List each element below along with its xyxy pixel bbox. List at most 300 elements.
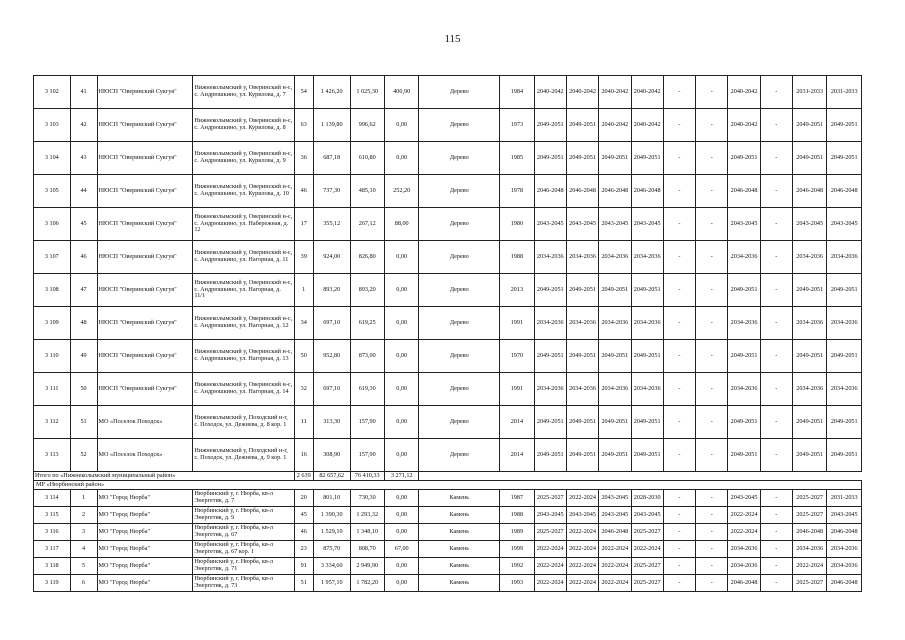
period-2: 2049-2051 bbox=[566, 109, 598, 142]
nonliving-area: 0,00 bbox=[384, 490, 418, 507]
row-number: 3 103 bbox=[34, 109, 71, 142]
nonliving-area: 400,90 bbox=[384, 76, 418, 109]
wall-material: Дерево bbox=[419, 142, 500, 175]
nonliving-area: 88,00 bbox=[384, 208, 418, 241]
dash-2: - bbox=[696, 109, 728, 142]
wall-material: Дерево bbox=[419, 109, 500, 142]
period-5: 2046-2048 bbox=[728, 175, 760, 208]
period-6: 2025-2027 bbox=[792, 507, 826, 524]
dash-1: - bbox=[663, 541, 695, 558]
address: Нижнеколымский у, Оверинский н-с, с. Андрюшкино, ул. Курилова, д. 7 bbox=[193, 76, 294, 109]
dash-3: - bbox=[760, 373, 792, 406]
row-index: 3 bbox=[70, 524, 97, 541]
period-2: 2046-2048 bbox=[566, 175, 598, 208]
dash-3: - bbox=[760, 507, 792, 524]
period-6: 2043-2045 bbox=[792, 208, 826, 241]
period-3: 2034-2036 bbox=[599, 307, 631, 340]
period-7: 2034-2036 bbox=[827, 307, 862, 340]
dash-3: - bbox=[760, 340, 792, 373]
period-3: 2049-2051 bbox=[599, 439, 631, 472]
dash-2: - bbox=[696, 274, 728, 307]
period-5: 2043-2045 bbox=[728, 208, 760, 241]
address: Нюрбинский у, г. Нюрба, кв-л Энергетик, д. 7 bbox=[193, 490, 294, 507]
row-index: 5 bbox=[70, 558, 97, 575]
period-6: 2049-2051 bbox=[792, 109, 826, 142]
period-1: 2025-2027 bbox=[534, 490, 566, 507]
row-index: 52 bbox=[70, 439, 97, 472]
period-4: 2028-2030 bbox=[631, 490, 663, 507]
build-year: 1999 bbox=[500, 541, 534, 558]
table-row bbox=[34, 558, 862, 575]
period-4: 2034-2036 bbox=[631, 307, 663, 340]
period-2: 2049-2051 bbox=[566, 142, 598, 175]
row-number: 3 109 bbox=[34, 307, 71, 340]
dash-2: - bbox=[696, 373, 728, 406]
living-area: 1 782,20 bbox=[350, 575, 384, 592]
wall-material: Дерево bbox=[419, 340, 500, 373]
period-1: 2049-2051 bbox=[534, 142, 566, 175]
period-7: 2049-2051 bbox=[827, 406, 862, 439]
period-7: 2049-2051 bbox=[827, 109, 862, 142]
period-5: 2046-2048 bbox=[728, 575, 760, 592]
living-area: 2 949,90 bbox=[350, 558, 384, 575]
period-1: 2049-2051 bbox=[534, 109, 566, 142]
dash-2: - bbox=[696, 541, 728, 558]
page-number: 115 bbox=[444, 33, 461, 45]
nonliving-area: 0,00 bbox=[384, 307, 418, 340]
period-6: 2049-2051 bbox=[792, 406, 826, 439]
total-area: 313,30 bbox=[313, 406, 350, 439]
address: Нижнеколымский у, Походский н-г, с. Походск, ул. Дежнева, д. 9 кор. 1 bbox=[193, 439, 294, 472]
build-year: 1989 bbox=[500, 524, 534, 541]
nonliving-area: 0,00 bbox=[384, 439, 418, 472]
period-5: 2034-2036 bbox=[728, 541, 760, 558]
period-4: 2034-2036 bbox=[631, 373, 663, 406]
period-5: 2049-2051 bbox=[728, 142, 760, 175]
nonliving-area: 0,00 bbox=[384, 507, 418, 524]
dash-2: - bbox=[696, 241, 728, 274]
living-area: 485,10 bbox=[350, 175, 384, 208]
address: Нижнеколымский у, Оверинский н-с, с. Андрюшкино, ул. Курилова, д. 8 bbox=[193, 109, 294, 142]
dash-1: - bbox=[663, 340, 695, 373]
table-row bbox=[34, 241, 862, 274]
period-5: 2034-2036 bbox=[728, 241, 760, 274]
apartments: 50 bbox=[294, 340, 313, 373]
organization: МО "Город Нюрба" bbox=[97, 507, 193, 524]
total-blank bbox=[419, 472, 862, 481]
period-7: 2049-2051 bbox=[827, 142, 862, 175]
dash-2: - bbox=[696, 406, 728, 439]
period-1: 2049-2051 bbox=[534, 406, 566, 439]
organization: НЮСП "Оверинский Сукгуя" bbox=[97, 274, 193, 307]
table-row bbox=[34, 208, 862, 241]
row-number: 3 114 bbox=[34, 490, 71, 507]
row-number: 3 102 bbox=[34, 76, 71, 109]
period-3: 2049-2051 bbox=[599, 142, 631, 175]
total-area: 1 957,10 bbox=[313, 575, 350, 592]
row-index: 44 bbox=[70, 175, 97, 208]
total-area: 1 139,80 bbox=[313, 109, 350, 142]
dash-1: - bbox=[663, 307, 695, 340]
period-4: 2034-2036 bbox=[631, 241, 663, 274]
living-area: 826,80 bbox=[350, 241, 384, 274]
dash-3: - bbox=[760, 558, 792, 575]
period-2: 2049-2051 bbox=[566, 406, 598, 439]
row-number: 3 111 bbox=[34, 373, 71, 406]
dash-1: - bbox=[663, 241, 695, 274]
period-5: 2034-2036 bbox=[728, 307, 760, 340]
organization: МО «Поселок Походск» bbox=[97, 406, 193, 439]
nonliving-area: 0,00 bbox=[384, 558, 418, 575]
dash-1: - bbox=[663, 142, 695, 175]
dash-1: - bbox=[663, 558, 695, 575]
build-year: 1993 bbox=[500, 575, 534, 592]
period-1: 2034-2036 bbox=[534, 373, 566, 406]
wall-material: Дерево bbox=[419, 439, 500, 472]
period-6: 2049-2051 bbox=[792, 340, 826, 373]
wall-material: Дерево bbox=[419, 274, 500, 307]
apartments: 46 bbox=[294, 524, 313, 541]
wall-material: Дерево bbox=[419, 208, 500, 241]
dash-2: - bbox=[696, 208, 728, 241]
period-3: 2022-2024 bbox=[599, 558, 631, 575]
total-area: 697,10 bbox=[313, 307, 350, 340]
period-7: 2046-2048 bbox=[827, 524, 862, 541]
period-2: 2034-2036 bbox=[566, 241, 598, 274]
living-area: 996,62 bbox=[350, 109, 384, 142]
table-row bbox=[34, 507, 862, 524]
period-3: 2049-2051 bbox=[599, 406, 631, 439]
address: Нижнеколымский у, Походский н-г, с. Походск, ул. Дежнева, д. 8 кор. 1 bbox=[193, 406, 294, 439]
address: Нижнеколымский у, Оверинский н-с, с. Андрюшкино, ул. Курилова, д. 9 bbox=[193, 142, 294, 175]
period-5: 2049-2051 bbox=[728, 274, 760, 307]
build-year: 1970 bbox=[500, 340, 534, 373]
living-area: 610,80 bbox=[350, 142, 384, 175]
row-index: 2 bbox=[70, 507, 97, 524]
period-3: 2034-2036 bbox=[599, 373, 631, 406]
dash-1: - bbox=[663, 406, 695, 439]
nonliving-area: 67,00 bbox=[384, 541, 418, 558]
address: Нюрбинский у, г. Нюрба, кв-л Энергетик, д. 71 bbox=[193, 558, 294, 575]
apartments: 20 bbox=[294, 490, 313, 507]
period-7: 2043-2045 bbox=[827, 208, 862, 241]
apartments: 34 bbox=[294, 307, 313, 340]
organization: НЮСП "Оверинский Сукгуя" bbox=[97, 373, 193, 406]
table-row bbox=[34, 373, 862, 406]
period-7: 2034-2036 bbox=[827, 373, 862, 406]
row-index: 46 bbox=[70, 241, 97, 274]
period-5: 2049-2051 bbox=[728, 340, 760, 373]
total-area: 875,70 bbox=[313, 541, 350, 558]
wall-material: Дерево bbox=[419, 373, 500, 406]
period-2: 2034-2036 bbox=[566, 373, 598, 406]
table-row bbox=[34, 76, 862, 109]
apartments: 16 bbox=[294, 439, 313, 472]
organization: МО "Город Нюрба" bbox=[97, 524, 193, 541]
period-1: 2034-2036 bbox=[534, 307, 566, 340]
apartments: 17 bbox=[294, 208, 313, 241]
table-row bbox=[34, 274, 862, 307]
period-3: 2040-2042 bbox=[599, 76, 631, 109]
period-4: 2043-2045 bbox=[631, 208, 663, 241]
total-label: Итого по «Нижнеколымский муниципальный район» bbox=[34, 472, 295, 481]
dash-1: - bbox=[663, 490, 695, 507]
nonliving-area: 0,00 bbox=[384, 406, 418, 439]
period-4: 2049-2051 bbox=[631, 439, 663, 472]
wall-material: Камень bbox=[419, 490, 500, 507]
total-area: 1 426,20 bbox=[313, 76, 350, 109]
dash-2: - bbox=[696, 307, 728, 340]
period-4: 2025-2027 bbox=[631, 575, 663, 592]
period-1: 2022-2024 bbox=[534, 575, 566, 592]
period-3: 2043-2045 bbox=[599, 490, 631, 507]
period-2: 2049-2051 bbox=[566, 439, 598, 472]
table-row bbox=[34, 340, 862, 373]
nonliving-area: 0,00 bbox=[384, 575, 418, 592]
period-4: 2049-2051 bbox=[631, 274, 663, 307]
row-index: 50 bbox=[70, 373, 97, 406]
table-row bbox=[34, 575, 862, 592]
apartments: 51 bbox=[294, 575, 313, 592]
period-4: 2046-2048 bbox=[631, 175, 663, 208]
apartments: 23 bbox=[294, 541, 313, 558]
organization: НЮСП "Оверинский Сукгуя" bbox=[97, 109, 193, 142]
period-7: 2034-2036 bbox=[827, 241, 862, 274]
period-1: 2043-2045 bbox=[534, 208, 566, 241]
period-7: 2046-2048 bbox=[827, 175, 862, 208]
period-3: 2043-2045 bbox=[599, 507, 631, 524]
period-6: 2022-2024 bbox=[792, 558, 826, 575]
organization: НЮСП "Оверинский Сукгуя" bbox=[97, 241, 193, 274]
period-6: 2025-2027 bbox=[792, 575, 826, 592]
apartments: 32 bbox=[294, 373, 313, 406]
period-4: 2049-2051 bbox=[631, 142, 663, 175]
period-7: 2049-2051 bbox=[827, 439, 862, 472]
period-3: 2043-2045 bbox=[599, 208, 631, 241]
row-index: 42 bbox=[70, 109, 97, 142]
build-year: 1987 bbox=[500, 490, 534, 507]
total-area: 355,12 bbox=[313, 208, 350, 241]
total-area: 3 334,60 bbox=[313, 558, 350, 575]
period-2: 2022-2024 bbox=[566, 575, 598, 592]
wall-material: Камень bbox=[419, 507, 500, 524]
build-year: 2014 bbox=[500, 439, 534, 472]
build-year: 2014 bbox=[500, 406, 534, 439]
dash-1: - bbox=[663, 109, 695, 142]
period-1: 2049-2051 bbox=[534, 439, 566, 472]
period-7: 2034-2036 bbox=[827, 541, 862, 558]
row-index: 49 bbox=[70, 340, 97, 373]
period-3: 2022-2024 bbox=[599, 575, 631, 592]
total-area: 1 390,30 bbox=[313, 507, 350, 524]
period-3: 2034-2036 bbox=[599, 241, 631, 274]
dash-3: - bbox=[760, 541, 792, 558]
living-area: 157,90 bbox=[350, 439, 384, 472]
organization: НЮСП "Оверинский Сукгуя" bbox=[97, 307, 193, 340]
row-number: 3 106 bbox=[34, 208, 71, 241]
dash-1: - bbox=[663, 373, 695, 406]
period-6: 2049-2051 bbox=[792, 274, 826, 307]
row-number: 3 112 bbox=[34, 406, 71, 439]
living-area: 730,30 bbox=[350, 490, 384, 507]
row-index: 4 bbox=[70, 541, 97, 558]
table-row bbox=[34, 439, 862, 472]
nonliving-area: 0,00 bbox=[384, 241, 418, 274]
address: Нюрбинский у, г. Нюрба, кв-л Энергетик, д. 67 bbox=[193, 524, 294, 541]
row-number: 3 117 bbox=[34, 541, 71, 558]
period-5: 2034-2036 bbox=[728, 558, 760, 575]
address: Нижнеколымский у, Оверинский н-с, с. Андрюшкино, ул. Курилова, д. 10 bbox=[193, 175, 294, 208]
period-6: 2049-2051 bbox=[792, 142, 826, 175]
living-area: 1 293,32 bbox=[350, 507, 384, 524]
period-1: 2049-2051 bbox=[534, 274, 566, 307]
period-1: 2040-2042 bbox=[534, 76, 566, 109]
row-number: 3 116 bbox=[34, 524, 71, 541]
period-6: 2046-2048 bbox=[792, 175, 826, 208]
table-body-nizhnekolymsky bbox=[34, 76, 862, 472]
period-2: 2022-2024 bbox=[566, 541, 598, 558]
nonliving-area: 0,00 bbox=[384, 109, 418, 142]
build-year: 1992 bbox=[500, 558, 534, 575]
row-number: 3 105 bbox=[34, 175, 71, 208]
period-4: 2025-2027 bbox=[631, 524, 663, 541]
nonliving-area: 0,00 bbox=[384, 274, 418, 307]
table-row bbox=[34, 541, 862, 558]
wall-material: Дерево bbox=[419, 307, 500, 340]
dash-3: - bbox=[760, 175, 792, 208]
address: Нижнеколымский у, Оверинский н-с, с. Андрюшкино, ул. Набережная, д. 12 bbox=[193, 208, 294, 241]
apartments: 46 bbox=[294, 175, 313, 208]
living-area: 893,20 bbox=[350, 274, 384, 307]
apartments: 36 bbox=[294, 142, 313, 175]
wall-material: Камень bbox=[419, 541, 500, 558]
period-7: 2043-2045 bbox=[827, 507, 862, 524]
build-year: 1988 bbox=[500, 507, 534, 524]
living-area: 1 348,10 bbox=[350, 524, 384, 541]
address: Нижнеколымский у, Оверинский н-с, с. Андрюшкино, ул. Нагорная, д. 13 bbox=[193, 340, 294, 373]
dash-3: - bbox=[760, 208, 792, 241]
table-row bbox=[34, 406, 862, 439]
living-area: 619,25 bbox=[350, 307, 384, 340]
table-row bbox=[34, 524, 862, 541]
living-area: 267,12 bbox=[350, 208, 384, 241]
period-5: 2034-2036 bbox=[728, 373, 760, 406]
section-row bbox=[34, 481, 862, 490]
housing-register-table bbox=[33, 75, 862, 592]
period-3: 2022-2024 bbox=[599, 541, 631, 558]
period-2: 2022-2024 bbox=[566, 558, 598, 575]
wall-material: Камень bbox=[419, 575, 500, 592]
row-number: 3 104 bbox=[34, 142, 71, 175]
dash-2: - bbox=[696, 575, 728, 592]
total-area: 308,90 bbox=[313, 439, 350, 472]
period-2: 2043-2045 bbox=[566, 208, 598, 241]
period-5: 2049-2051 bbox=[728, 439, 760, 472]
total-area: 697,10 bbox=[313, 373, 350, 406]
dash-1: - bbox=[663, 524, 695, 541]
nonliving-area: 0,00 bbox=[384, 340, 418, 373]
total-area: 1 529,10 bbox=[313, 524, 350, 541]
period-1: 2022-2024 bbox=[534, 558, 566, 575]
total-area: 952,80 bbox=[313, 340, 350, 373]
table-row bbox=[34, 175, 862, 208]
row-index: 51 bbox=[70, 406, 97, 439]
dash-2: - bbox=[696, 439, 728, 472]
apartments: 39 bbox=[294, 241, 313, 274]
address: Нижнеколымский у, Оверинский н-с, с. Андрюшкино, ул. Нагорная, д. 11 bbox=[193, 241, 294, 274]
period-6: 2046-2048 bbox=[792, 524, 826, 541]
apartments: 45 bbox=[294, 507, 313, 524]
apartments: 91 bbox=[294, 558, 313, 575]
period-4: 2049-2051 bbox=[631, 340, 663, 373]
living-area: 157,90 bbox=[350, 406, 384, 439]
period-6: 2025-2027 bbox=[792, 490, 826, 507]
period-1: 2034-2036 bbox=[534, 241, 566, 274]
address: Нюрбинский у, г. Нюрба, кв-л Энергетик, д. 73 bbox=[193, 575, 294, 592]
period-7: 2046-2048 bbox=[827, 575, 862, 592]
nonliving-area: 0,00 bbox=[384, 142, 418, 175]
period-2: 2034-2036 bbox=[566, 307, 598, 340]
build-year: 2013 bbox=[500, 274, 534, 307]
period-2: 2049-2051 bbox=[566, 340, 598, 373]
row-number: 3 107 bbox=[34, 241, 71, 274]
dash-3: - bbox=[760, 490, 792, 507]
period-2: 2022-2024 bbox=[566, 490, 598, 507]
period-4: 2043-2045 bbox=[631, 507, 663, 524]
row-index: 41 bbox=[70, 76, 97, 109]
total-area: 687,18 bbox=[313, 142, 350, 175]
period-3: 2046-2048 bbox=[599, 175, 631, 208]
build-year: 1973 bbox=[500, 109, 534, 142]
build-year: 1988 bbox=[500, 241, 534, 274]
period-7: 2031-2033 bbox=[827, 490, 862, 507]
wall-material: Дерево bbox=[419, 76, 500, 109]
period-4: 2040-2042 bbox=[631, 76, 663, 109]
dash-2: - bbox=[696, 524, 728, 541]
dash-2: - bbox=[696, 142, 728, 175]
period-4: 2040-2042 bbox=[631, 109, 663, 142]
total-area-1: 82 657,62 bbox=[313, 472, 350, 481]
period-6: 2049-2051 bbox=[792, 439, 826, 472]
period-1: 2043-2045 bbox=[534, 507, 566, 524]
organization: МО "Город Нюрба" bbox=[97, 541, 193, 558]
row-index: 43 bbox=[70, 142, 97, 175]
row-index: 1 bbox=[70, 490, 97, 507]
period-5: 2043-2045 bbox=[728, 490, 760, 507]
period-7: 2031-2033 bbox=[827, 76, 862, 109]
row-index: 47 bbox=[70, 274, 97, 307]
row-index: 6 bbox=[70, 575, 97, 592]
period-5: 2022-2024 bbox=[728, 524, 760, 541]
nonliving-area: 252,20 bbox=[384, 175, 418, 208]
period-1: 2022-2024 bbox=[534, 541, 566, 558]
total-row bbox=[34, 472, 862, 481]
table-row bbox=[34, 142, 862, 175]
organization: МО "Город Нюрба" bbox=[97, 490, 193, 507]
table-row bbox=[34, 109, 862, 142]
organization: НЮСП "Оверинский Сукгуя" bbox=[97, 142, 193, 175]
nonliving-area: 0,00 bbox=[384, 373, 418, 406]
period-1: 2049-2051 bbox=[534, 340, 566, 373]
build-year: 1991 bbox=[500, 307, 534, 340]
row-number: 3 110 bbox=[34, 340, 71, 373]
dash-1: - bbox=[663, 507, 695, 524]
period-6: 2034-2036 bbox=[792, 373, 826, 406]
wall-material: Камень bbox=[419, 558, 500, 575]
dash-1: - bbox=[663, 439, 695, 472]
build-year: 1980 bbox=[500, 208, 534, 241]
dash-2: - bbox=[696, 558, 728, 575]
